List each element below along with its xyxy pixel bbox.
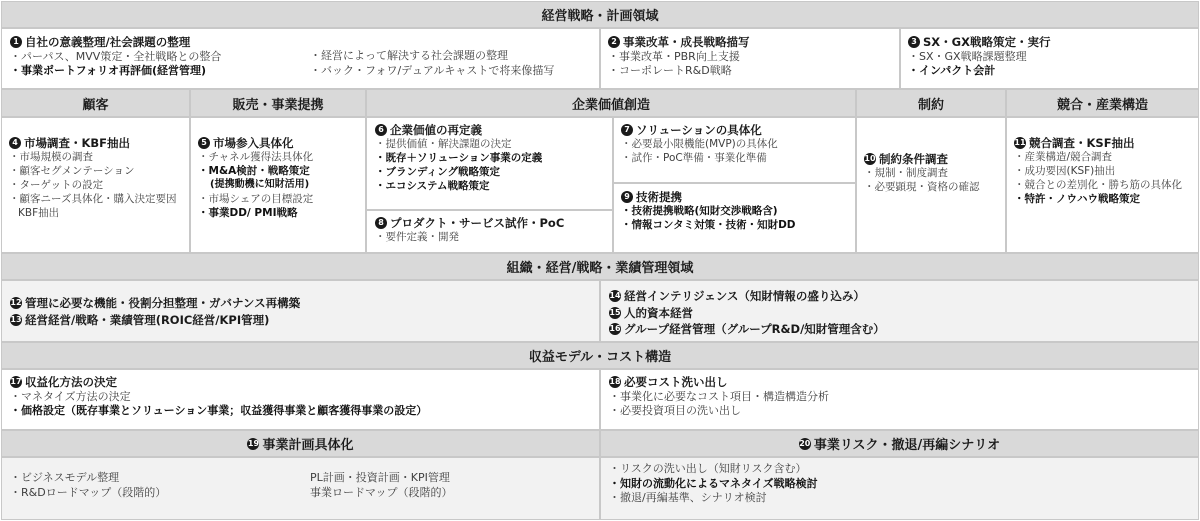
block-17-title: 17 収益化方法の決定: [10, 375, 117, 389]
block-6-item: ・ブランディング戦略策定: [375, 166, 500, 178]
number-badge-12: 12: [10, 297, 22, 309]
block-4-item: ・ターゲットの設定: [9, 179, 104, 191]
header-constraint: 制約: [856, 89, 1006, 117]
block-18-title: 18 必要コスト洗い出し: [609, 375, 728, 389]
number-badge-18: 18: [609, 376, 621, 388]
number-badge-9: 9: [621, 191, 633, 203]
header-strategy-domain: [1, 1, 1199, 28]
block-6: [375, 123, 611, 193]
block-3-item: ・インパクト会計: [908, 64, 996, 77]
block-20: [609, 462, 1194, 506]
number-badge-17: 17: [10, 376, 22, 388]
number-badge-8: 8: [375, 217, 387, 229]
block-2-title: 2 事業改革・成長戦略描写: [608, 35, 893, 50]
block-11-item: ・特許・ノウハウ戦略策定: [1014, 193, 1140, 205]
block-19-item: 事業ロードマップ（段階的）: [310, 485, 453, 499]
block-7-item: ・試作・PoC準備・事業化準備: [621, 152, 767, 164]
block-1-right: [310, 49, 595, 78]
block-10-item: ・必要顕現・資格の確認: [864, 181, 980, 193]
number-badge-1: 1: [10, 36, 22, 48]
block-18-item: ・事業化に必要なコスト項目・構造構造分析: [609, 389, 829, 403]
block-8: [375, 216, 611, 244]
block-7: [621, 123, 853, 165]
block-1-item: ・バック・フォワ/デュアルキャストで将来像描写: [310, 63, 555, 77]
block-9-title: 9 技術提携: [621, 190, 853, 204]
block-1-item: ・経営によって解決する社会課題の整理: [310, 49, 508, 62]
number-badge-16: 16: [609, 323, 621, 335]
block-4-title: 4 市場調査・KBF抽出: [9, 136, 187, 150]
block-9: [621, 190, 853, 232]
block-1: [10, 35, 300, 79]
number-badge-10: 10: [864, 154, 876, 163]
block-3-title: 3 SX・GX戦略策定・実行: [908, 35, 1193, 50]
header-competition: 競合・産業構造: [1006, 89, 1199, 117]
block-10-item: ・規制・制度調査: [864, 167, 948, 179]
header-revenue-model: 収益モデル・コスト構造: [1, 342, 1199, 369]
number-badge-20: 20: [799, 439, 811, 448]
block-10: [864, 152, 1004, 194]
header-sales: 販売・事業提携: [190, 89, 366, 117]
block-11-item: ・成功要因(KSF)抽出: [1014, 165, 1116, 177]
block-20-item: ・撤退/再編基準、シナリオ検討: [609, 491, 767, 504]
block-3-item: ・SX・GX戦略課題整理: [908, 49, 1027, 63]
block-17-item: ・マネタイズ方法の決定: [10, 389, 131, 403]
block-5-item: ・市場シェアの目標設定: [198, 193, 314, 205]
block-3: [908, 35, 1193, 79]
block-18: [609, 375, 1194, 419]
block-2: [608, 35, 893, 79]
block-1-title: 1 自社の意義整理/社会課題の整理: [10, 35, 300, 50]
block-9-item: ・情報コンタミ対策・技術・知財DD: [621, 219, 796, 231]
block-4-item: ・顧客ニーズ具体化・購入決定要因KBF抽出: [9, 193, 177, 219]
block-11-title: 11 競合調査・KSF抽出: [1014, 136, 1135, 150]
block-5-item: ・チャネル獲得法具体化: [198, 151, 314, 163]
number-badge-7: 7: [621, 124, 633, 136]
header-org-domain: 組織・経営/戦略・業績管理領域: [1, 253, 1199, 280]
number-badge-13: 13: [10, 314, 22, 326]
block-19-left: [10, 471, 300, 500]
block-6-item: ・既存＋ソリューション事業の定義: [375, 152, 543, 164]
block-13-title: 13 経営経営/戦略・業績管理(ROIC経営/KPI管理): [10, 312, 270, 327]
number-badge-4: 4: [9, 137, 21, 149]
block-4: [9, 136, 187, 220]
number-badge-5: 5: [198, 137, 210, 149]
block-17-item: ・価格設定（既存事業とソリューション事業；収益獲得事業と顧客獲得事業の設定）: [10, 404, 428, 417]
block-9-item: ・技術提携戦略(知財交渉戦略含): [621, 205, 778, 217]
block-5-item: ・M&A検討・戦略策定: [198, 165, 310, 177]
block-6-title: 6 企業価値の再定義: [375, 123, 611, 137]
block-4-item: ・顧客セグメンテーション: [9, 165, 135, 177]
number-badge-11: 11: [1014, 138, 1026, 147]
number-badge-3: 3: [908, 36, 920, 48]
number-badge-19: 19: [247, 439, 260, 448]
number-badge-6: 6: [375, 124, 387, 136]
block-8-item: ・要件定義・開発: [375, 231, 459, 243]
block-19-right: [310, 471, 595, 500]
block-18-item: ・必要投資項目の洗い出し: [609, 404, 741, 417]
block-14-16: [609, 289, 1194, 337]
header-customer: 顧客: [1, 89, 190, 117]
block-5-item: ・事業DD/ PMI戦略: [198, 207, 298, 219]
block-19-item: ・ビジネスモデル整理: [10, 471, 120, 484]
block-10-title: 10 制約条件調査: [864, 152, 948, 166]
block-7-title: 7 ソリューションの具体化: [621, 123, 853, 137]
block-2-item: ・コーポレートR&D戦略: [608, 64, 732, 77]
block-1-item: ・パーパス、MVV策定・全社戦略との整合: [10, 49, 222, 63]
block-6-item: ・エコシステム戦略策定: [375, 180, 490, 192]
block-12-title: 12 管理に必要な機能・役割分担整理・ガバナンス再構築: [10, 296, 301, 310]
header-business-plan: 19 事業計画具体化: [1, 430, 600, 457]
block-14-title: 14 経営インテリジェンス（知財情報の盛り込み）: [609, 289, 865, 303]
number-badge-15: 15: [609, 307, 621, 319]
block-8-title: 8 プロダクト・サービス試作・PoC: [375, 216, 611, 230]
block-6-item: ・提供価値・解決課題の決定: [375, 138, 512, 150]
block-5: [198, 136, 364, 220]
block-16-title: 16 グループ経営管理（グループR&D/知財管理含む）: [609, 322, 885, 336]
block-5-title: 5 市場参入具体化: [198, 136, 364, 150]
block-11-item: ・産業構造/競合調査: [1014, 151, 1113, 163]
number-badge-2: 2: [608, 36, 620, 48]
block-7-item: ・必要最小限機能(MVP)の具体化: [621, 138, 778, 150]
block-12-13: [10, 296, 595, 327]
number-badge-14: 14: [609, 290, 621, 302]
block-5-item: (提携動機に知財活用): [210, 179, 310, 190]
block-4-item: ・市場規模の調査: [9, 151, 93, 163]
block-20-item: ・リスクの洗い出し（知財リスク含む）: [609, 462, 807, 475]
block-19-item: ・R&Dロードマップ（段階的）: [10, 485, 167, 499]
header-value-creation: 企業価値創造: [366, 89, 856, 117]
block-1-item: ・事業ポートフォリオ再評価(経営管理): [10, 64, 207, 77]
block-11-item: ・競合との差別化・勝ち筋の具体化: [1014, 179, 1182, 191]
block-19-item: PL計画・投資計画・KPI管理: [310, 471, 450, 484]
block-20-item: ・知財の流動化によるマネタイズ戦略検討: [609, 476, 818, 490]
header-strategy-label: 経営戦略・計画領域: [541, 9, 659, 24]
block-15-title: 15 人的資本経営: [609, 305, 693, 320]
header-business-risk: 20 事業リスク・撤退/再編シナリオ: [600, 430, 1199, 457]
block-2-item: ・事業改革・PBR向上支援: [608, 49, 740, 63]
block-11: [1014, 136, 1196, 206]
block-17: [10, 375, 595, 419]
